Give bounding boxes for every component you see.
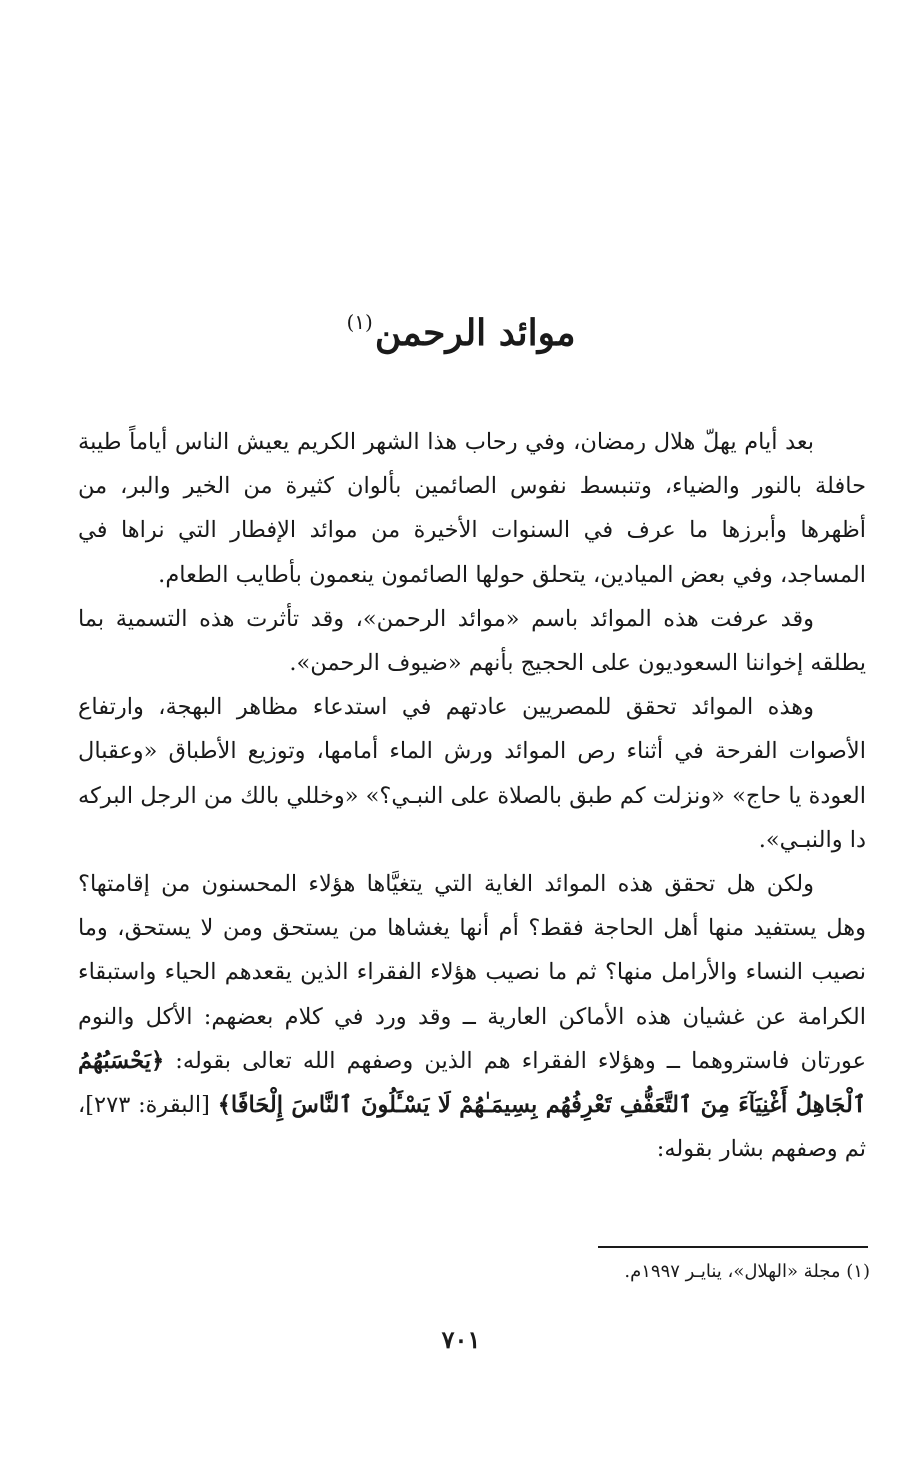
page-number: ٧٠١ — [441, 1325, 481, 1354]
paragraph-2: وقد عرفت هذه الموائد باسم «موائد الرحمن»، وقد تأثرت هذه التسمية بما يطلقه إخواننا السعوديون على الحجيج بأنهم «ضيوف الرحمن». — [78, 605, 866, 677]
paragraph-4-text: ولكن هل تحقق هذه الموائد الغاية التي يتغيَّاها هؤلاء المحسنون من إقامتها؟ وهل يستفيد منها أهل الحاجة فقط؟ أم أنها يغشاها من يستحق ومن لا يستحق، وما نصيب النساء والأرامل منها؟ ثم ما نصيب هؤلاء الفقراء الذين يقعدهم الحياء واستبقاء الكرامة عن غشيان هذه الأماكن العارية ــ وقد ورد في كلام بعضهم: الأكل والنوم عورتان فاستروهما ــ وهؤلاء الفقراء هم الذين وصفهم الله تعالى بقوله: — [78, 871, 866, 1074]
paragraph-1: بعد أيام يهلّ هلال رمضان، وفي رحاب هذا الشهر الكريم يعيش الناس أياماً طيبة حافلة بالنور والضياء، وتنبسط نفوس الصائمين بألوان كثيرة من الخير والبر، من أظهرها وأبرزها ما عرف في السنوات الأخيرة من موائد الإفطار التي نراها في المساجد، وفي بعض الميادين، يتحلق حولها الصائمون ينعمون بأطايب الطعام. — [78, 429, 866, 588]
footnote-divider — [598, 1246, 868, 1248]
title-footnote-marker: (١) — [346, 310, 373, 334]
verse-reference: [البقرة: ٢٧٣]، ثم وصفهم بشار بقوله: — [78, 1092, 866, 1163]
article-body — [78, 420, 866, 1171]
paragraph-4 — [78, 862, 866, 1171]
footnote: (١) مجلة «الهلال»، ينايـر ١٩٩٧م. — [624, 1261, 870, 1282]
paragraph-3: وهذه الموائد تحقق للمصريين عادتهم في استدعاء مظاهر البهجة، وارتفاع الأصوات الفرحة في أثناء رص الموائد ورش الماء أمامها، وتوزيع الأطباق «وعقبال العودة يا حاج» «ونزلت كم طبق بالصلاة على النبـي؟» «وخللي بالك من الرجل البركه دا والنبـي». — [78, 694, 866, 853]
title-text: موائد الرحمن — [374, 312, 576, 354]
quran-verse: ﴿يَحْسَبُهُمُ ٱلْجَاهِلُ أَغْنِيَآءَ مِنَ ٱلتَّعَفُّفِ تَعْرِفُهُم بِسِيمَـٰهُمْ لَا يَسْـَٔلُونَ ٱلنَّاسَ إِلْحَافًا﴾ — [78, 1047, 866, 1119]
article-title — [0, 292, 922, 363]
